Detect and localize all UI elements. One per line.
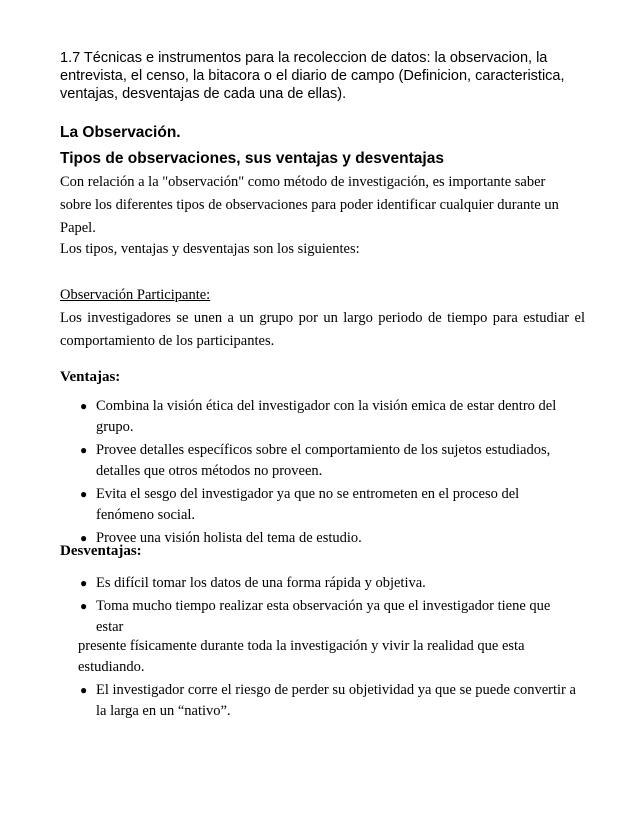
list-item — [80, 396, 580, 438]
list-item — [80, 528, 580, 549]
list-item-text: Provee detalles específicos sobre el comportamiento de los sujetos estudiados, detalles que otros métodos no proveen. — [96, 442, 551, 479]
list-item — [80, 440, 580, 482]
bullet-icon: ● — [80, 399, 88, 413]
disadvantages-continuation: presente físicamente durante toda la investigación y vivir la realidad que esta estudiando. — [78, 638, 525, 675]
intro-heading: 1.7 Técnicas e instrumentos para la recoleccion de datos: la observacion, la entrevista, el censo, la bitacora o el diario de campo (Definicion, caracteristica, ventajas, desventajas de cada una de ellas). — [60, 50, 565, 102]
bullet-icon: ● — [80, 443, 88, 457]
list-item — [80, 484, 580, 526]
bullet-icon: ● — [80, 576, 88, 590]
disadvantages-list-continued — [80, 680, 580, 724]
participant-observation-title: Observación Participante: — [60, 287, 211, 303]
participant-observation-paragraph: Los investigadores se unen a un grupo por un largo periodo de tiempo para estudiar el comportamiento de los participantes. — [60, 310, 585, 349]
section-subtitle: Tipos de observaciones, sus ventajas y desventajas — [60, 150, 444, 167]
section-title: La Observación. — [60, 124, 181, 141]
bullet-icon: ● — [80, 683, 88, 697]
bullet-icon: ● — [80, 599, 88, 613]
intro-paragraph: Con relación a la "observación" como método de investigación, es importante saber sobre los diferentes tipos de observaciones para poder identificar cualquier durante un Papel. — [60, 174, 559, 236]
disadvantages-list — [80, 573, 580, 640]
list-item — [80, 680, 580, 722]
advantages-list — [80, 396, 580, 551]
list-item-text: Provee una visión holista del tema de estudio. — [96, 530, 362, 546]
list-item — [80, 596, 580, 638]
list-item — [80, 573, 580, 594]
list-item-text: El investigador corre el riesgo de perder su objetividad ya que se puede convertir a la larga en un “nativo”. — [96, 682, 576, 719]
list-item-text: Es difícil tomar los datos de una forma rápida y objetiva. — [96, 575, 426, 591]
list-item-text: Combina la visión ética del investigador con la visión emica de estar dentro del grupo. — [96, 398, 557, 435]
types-intro: Los tipos, ventajas y desventajas son los siguientes: — [60, 241, 360, 257]
list-item-text: Toma mucho tiempo realizar esta observación ya que el investigador tiene que estar — [96, 598, 551, 635]
bullet-icon: ● — [80, 487, 88, 501]
bullet-icon: ● — [80, 531, 88, 545]
advantages-heading: Ventajas: — [60, 369, 121, 385]
list-item-text: Evita el sesgo del investigador ya que no se entrometen en el proceso del fenómeno social. — [96, 486, 520, 523]
disadvantages-heading: Desventajas: — [60, 543, 142, 559]
